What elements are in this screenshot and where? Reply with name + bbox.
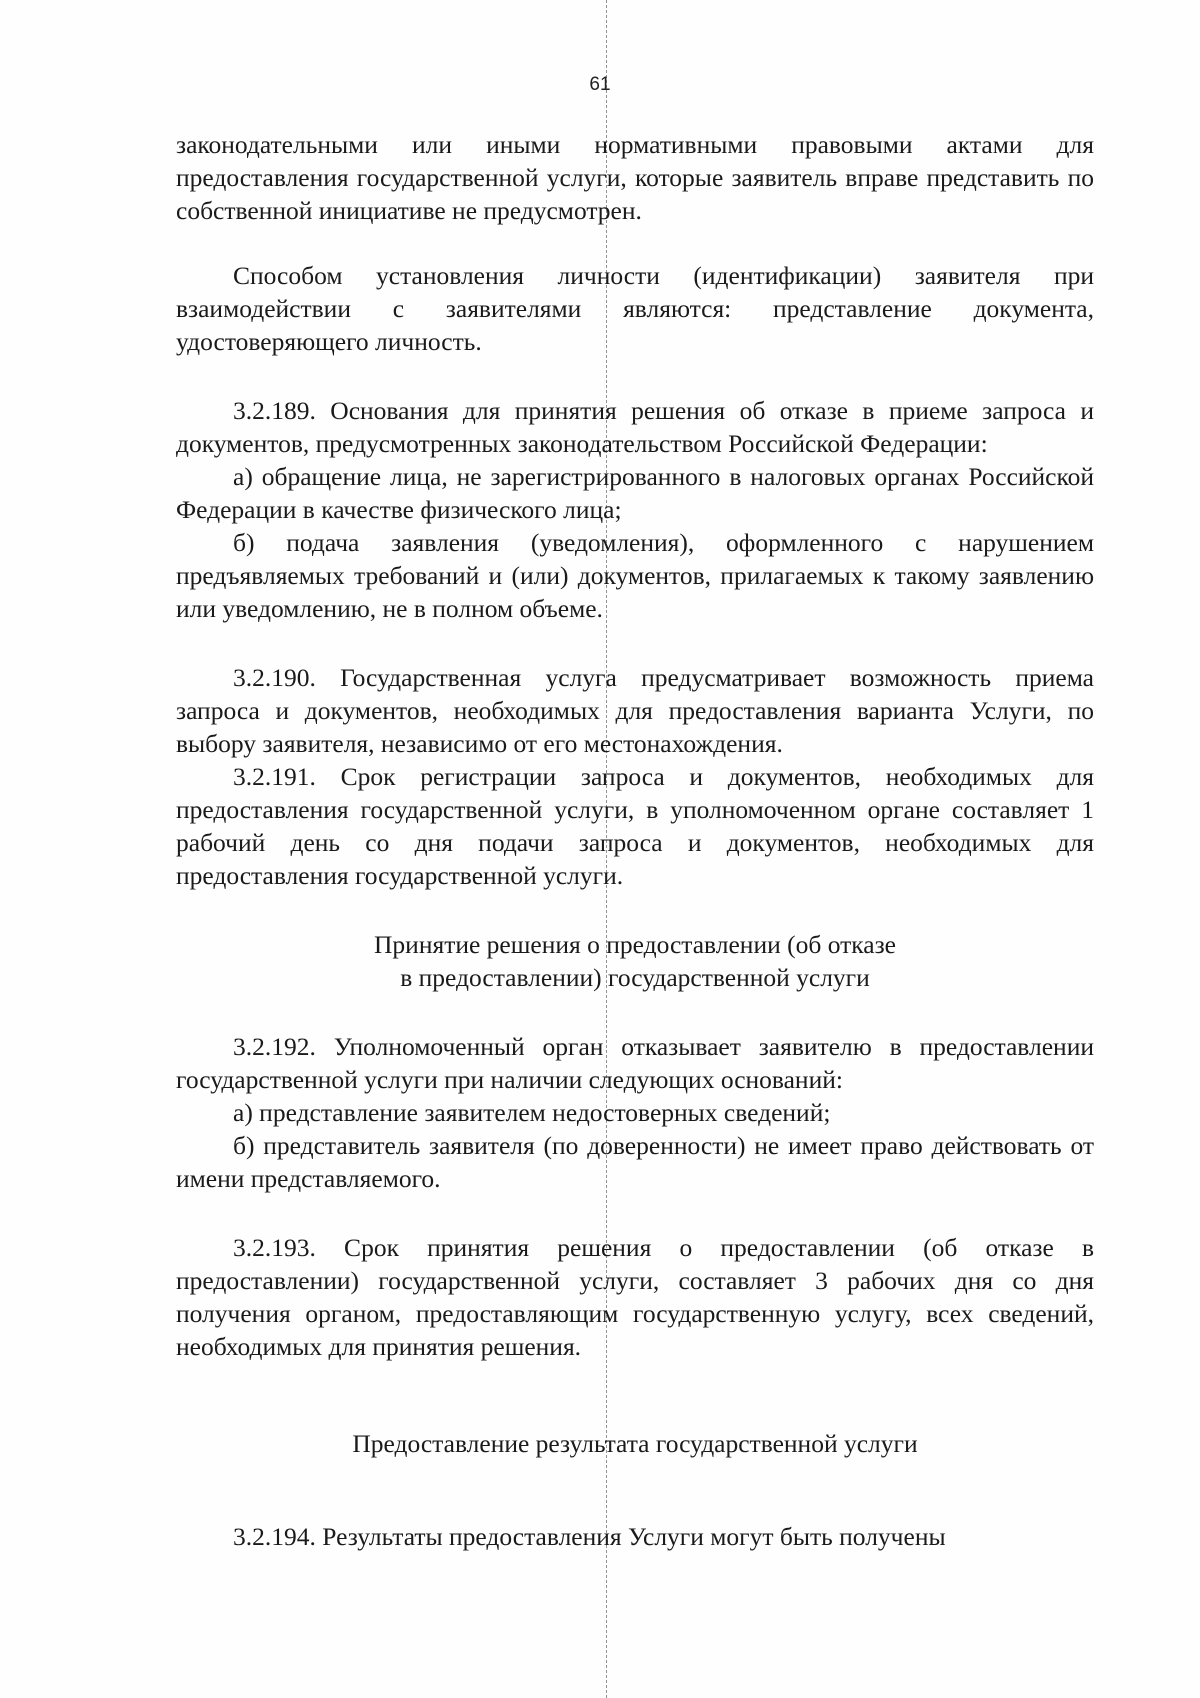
section-heading-decision-line-1: Принятие решения о предоставлении (об отказе xyxy=(374,930,896,959)
list-item-a-not-registered: а) обращение лица, не зарегистрированного в налоговых органах Российской Федерации в качестве физического лица; xyxy=(176,462,1094,524)
section-heading-decision xyxy=(176,928,1094,994)
section-heading-result: Предоставление результата государственной услуги xyxy=(352,1429,918,1458)
list-item-b-no-authority: б) представитель заявителя (по доверенности) не имеет право действовать от имени представляемого. xyxy=(176,1131,1094,1193)
paragraph-3-2-190: 3.2.190. Государственная услуга предусматривает возможность приема запроса и документов, необходимых для предоставления варианта Услуги, по выбору заявителя, независимо от его местонахождения. xyxy=(176,663,1094,758)
paragraph-3-2-193: 3.2.193. Срок принятия решения о предоставлении (об отказе в предоставлении) государственной услуги, составляет 3 рабочих дня со дня получения органом, предоставляющим государственную услугу, всех сведений, необходимых для принятия решения. xyxy=(176,1233,1094,1361)
page-number: 61 xyxy=(589,74,611,95)
section-heading-decision-line-2: в предоставлении) государственной услуги xyxy=(400,963,870,992)
paragraph-3-2-191: 3.2.191. Срок регистрации запроса и документов, необходимых для предоставления государственной услуги, в уполномоченном органе составляет 1 рабочий день со дня подачи запроса и документов, необходимых для предоставления государственной услуги. xyxy=(176,762,1094,890)
document-body xyxy=(176,128,1094,1553)
paragraph-3-2-189: 3.2.189. Основания для принятия решения об отказе в приеме запроса и документов, предусмотренных законодательством Российской Федерации: xyxy=(176,396,1094,458)
list-item-a-false-information: а) представление заявителем недостоверных сведений; xyxy=(233,1098,831,1127)
paragraph-continuation: законодательными или иными нормативными правовыми актами для предоставления государственной услуги, которые заявитель вправе представить по собственной инициативе не предусмотрен. xyxy=(176,130,1094,225)
paragraph-3-2-194: 3.2.194. Результаты предоставления Услуги могут быть получены xyxy=(233,1522,946,1551)
list-item-b-incomplete-application: б) подача заявления (уведомления), оформленного с нарушением предъявляемых требований и (или) документов, прилагаемых к такому заявлению или уведомлению, не в полном объеме. xyxy=(176,528,1094,623)
paragraph-3-2-192: 3.2.192. Уполномоченный орган отказывает заявителю в предоставлении государственной услуги при наличии следующих оснований: xyxy=(176,1032,1094,1094)
paragraph-identification: Способом установления личности (идентификации) заявителя при взаимодействии с заявителями являются: представление документа, удостоверяющего личность. xyxy=(176,261,1094,356)
